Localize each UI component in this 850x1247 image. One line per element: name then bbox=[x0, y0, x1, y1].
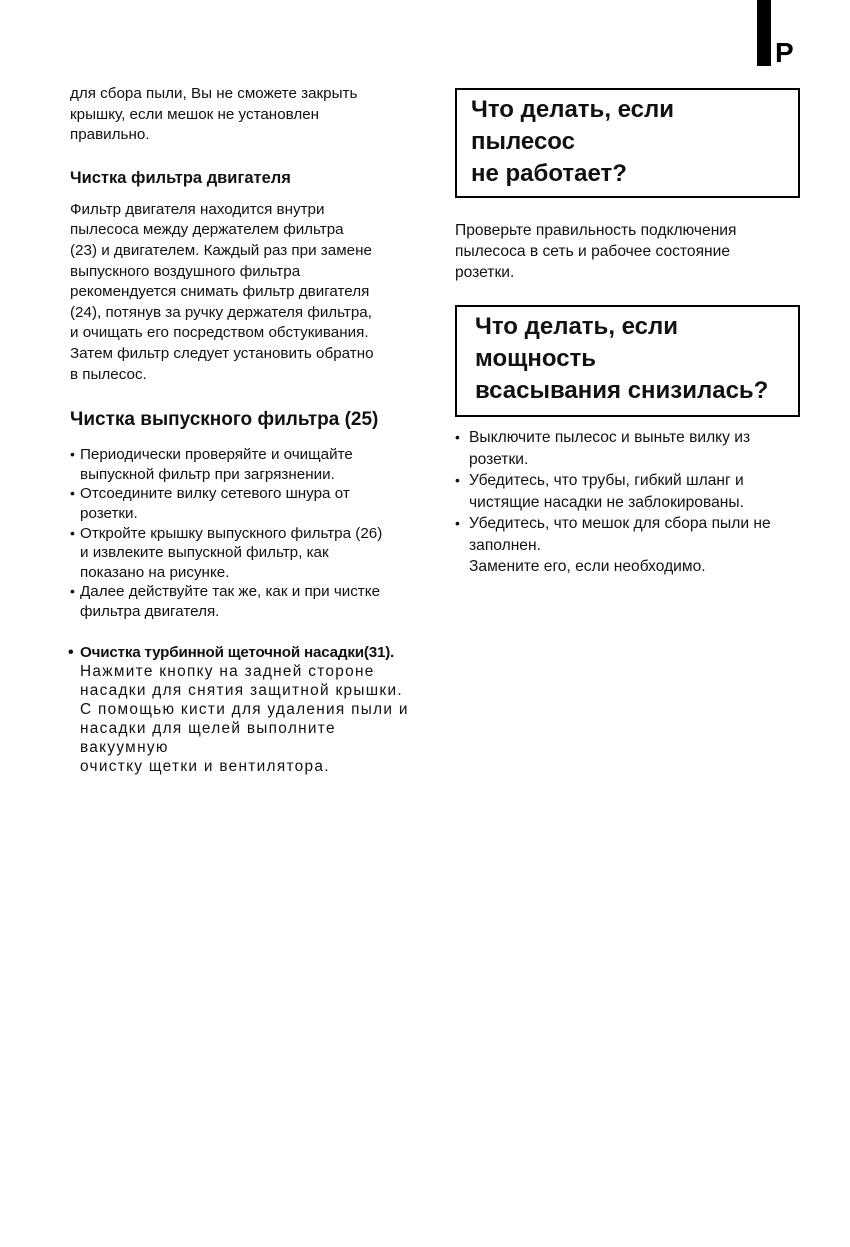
list-item: • Убедитесь, что мешок для сбора пыли не заполнен. Замените его, если необходимо. bbox=[455, 513, 800, 578]
turbo-brush-bullet: • bbox=[68, 644, 74, 662]
exhaust-filter-list bbox=[70, 445, 415, 621]
question-box-suction-reduced: Что делать, если мощность всасывания снизилась? bbox=[455, 305, 800, 417]
turbo-brush-section bbox=[70, 643, 415, 776]
list-item: • Отсоедините вилку сетевого шнура от розетки. bbox=[70, 484, 415, 523]
list-item: • Периодически проверяйте и очищайте выпускной фильтр при загрязнении. bbox=[70, 445, 415, 484]
turbo-brush-paragraph: Нажмите кнопку на задней стороне насадки для снятия защитной крышки. С помощью кисти для удаления пыли и насадки для щелей выполните вакуумную очистку щетки и вентилятора. bbox=[80, 663, 409, 776]
turbo-brush-heading: Очистка турбинной щеточной насадки(31). bbox=[80, 644, 395, 662]
question-box-not-working: Что делать, если пылесос не работает? bbox=[455, 88, 800, 198]
left-column bbox=[70, 84, 415, 776]
intro-paragraph: для сбора пыли, Вы не сможете закрыть крышку, если мешок не установлен правильно. bbox=[70, 85, 358, 144]
list-item: • Откройте крышку выпускного фильтра (26) и извлеките выпускной фильтр, как показано на рисунке. bbox=[70, 524, 415, 583]
motor-filter-heading: Чистка фильтра двигателя bbox=[70, 168, 291, 187]
list-item: • Далее действуйте так же, как и при чистке фильтра двигателя. bbox=[70, 582, 415, 621]
list-item: • Убедитесь, что трубы, гибкий шланг и чистящие насадки не заблокированы. bbox=[455, 470, 800, 513]
list-item: • Выключите пылесос и выньте вилку из розетки. bbox=[455, 427, 800, 470]
exhaust-filter-heading: Чистка выпускного фильтра (25) bbox=[70, 409, 379, 431]
language-tab-bar bbox=[757, 0, 771, 66]
language-tab-letter: P bbox=[775, 37, 794, 68]
motor-filter-paragraph: Фильтр двигателя находится внутри пылесоса между держателем фильтра (23) и двигателем. Каждый раз при замене выпускного воздушного фильтра рекомендуется снимать фильтр двигателя (24), потянув за ручку держателя фильтра, и очищать его посредством обстукивания. Затем фильтр следует установить обратно в пылесос. bbox=[70, 200, 374, 383]
right-column bbox=[455, 88, 800, 578]
suction-reduced-list bbox=[455, 427, 800, 578]
not-working-answer: Проверьте правильность подключения пылесоса в сеть и рабочее состояние розетки. bbox=[455, 222, 737, 281]
